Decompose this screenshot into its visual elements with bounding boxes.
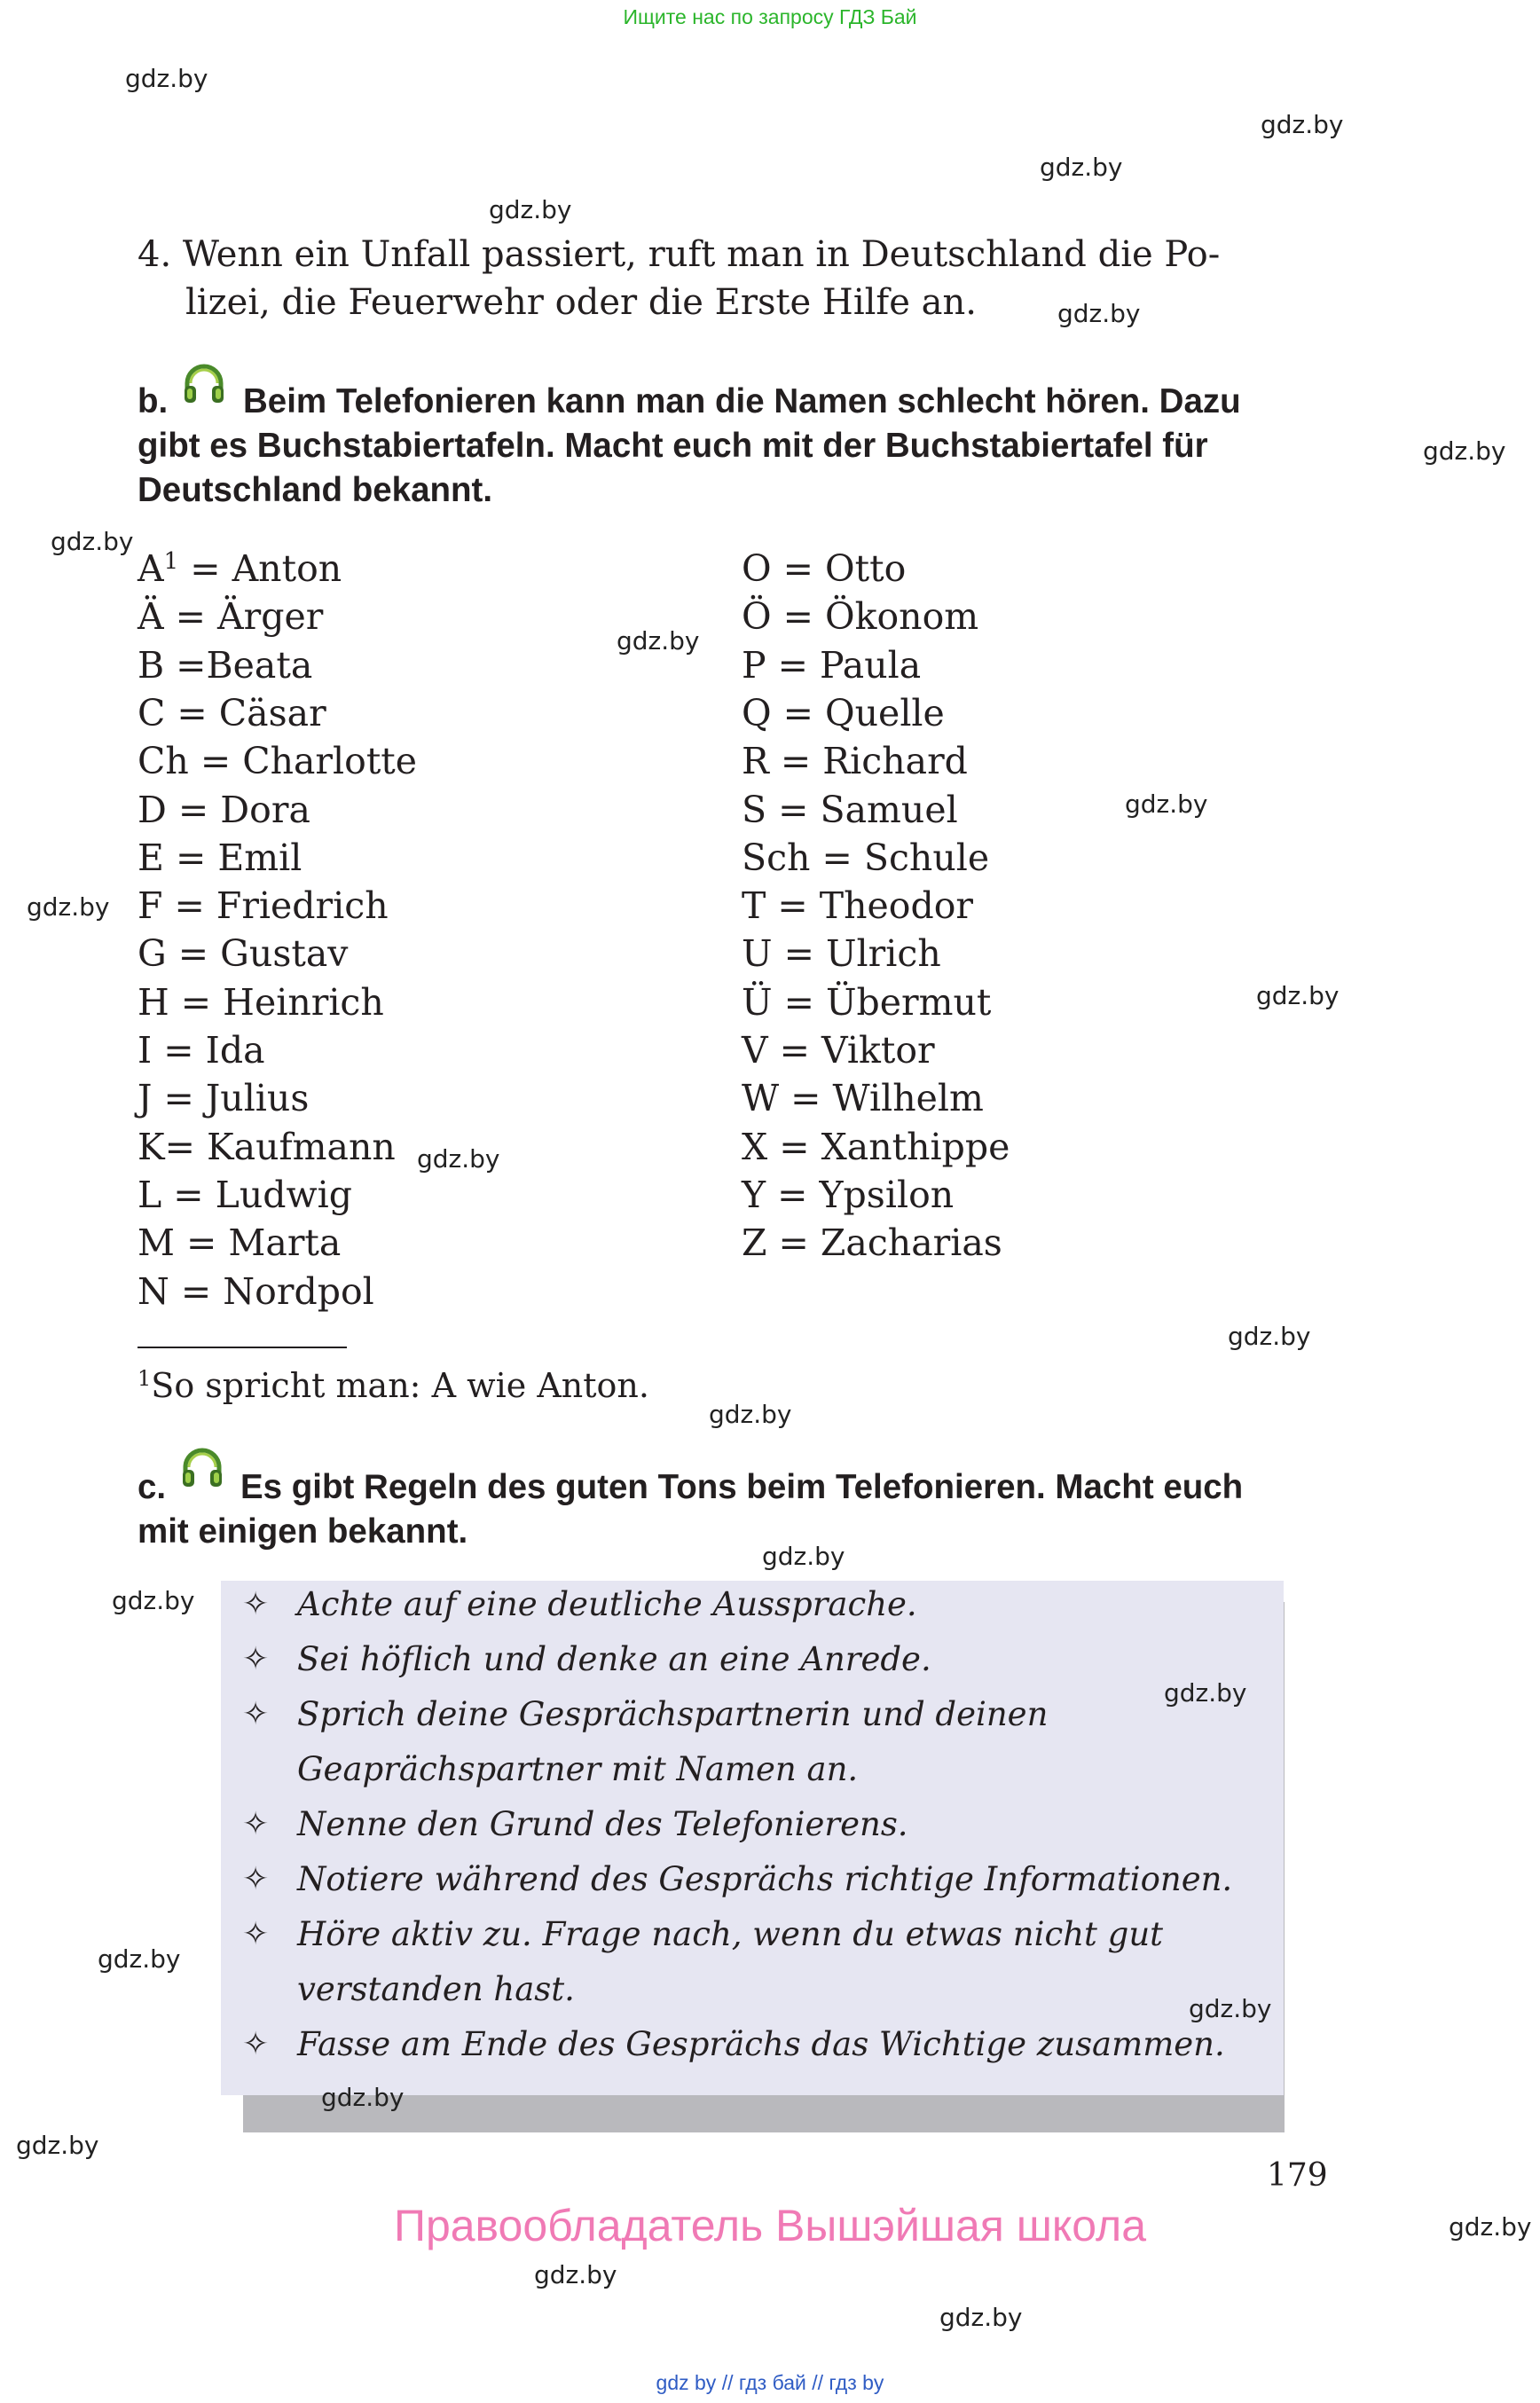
spelling-word: = Julius xyxy=(152,1077,310,1120)
spelling-entry: O = Otto xyxy=(742,547,907,590)
watermark: gdz.by xyxy=(417,1144,500,1174)
spelling-word: = Charlotte xyxy=(188,740,418,783)
watermark: gdz.by xyxy=(1449,2212,1532,2242)
spelling-entry xyxy=(138,689,326,737)
spelling-word: = Kaufmann xyxy=(164,1125,396,1168)
spelling-entry xyxy=(138,786,310,834)
watermark: gdz.by xyxy=(98,1944,181,1974)
spelling-letter: B xyxy=(138,643,165,687)
spelling-letter: J xyxy=(138,1077,153,1120)
spelling-letter: D xyxy=(138,788,167,831)
section-b-line-1: Beim Telefonieren kann man die Namen schlecht hören. Dazu xyxy=(243,382,1241,420)
spelling-entry: S = Samuel xyxy=(742,788,958,831)
footnote-divider xyxy=(138,1347,347,1348)
watermark: gdz.by xyxy=(489,195,572,224)
rule-text: Höre aktiv zu. Frage nach, wenn du etwas nicht gut verstanden hast. xyxy=(297,1915,1164,2008)
watermark: gdz.by xyxy=(1256,981,1340,1010)
spelling-entry: Sch = Schule xyxy=(742,836,990,879)
rule-text: Achte auf eine deutliche Aussprache. xyxy=(297,1585,917,1623)
watermark: gdz.by xyxy=(112,1586,195,1615)
rule-text: Nenne den Grund des Telefonierens. xyxy=(297,1805,908,1843)
spelling-letter: K xyxy=(138,1125,165,1168)
rule-item xyxy=(242,2017,1280,2072)
sparkle-bullet-icon: ✧ xyxy=(242,1696,270,1732)
spelling-entry xyxy=(138,737,417,785)
spelling-entry xyxy=(138,1219,341,1267)
watermark: gdz.by xyxy=(1057,299,1141,328)
spelling-letter: A xyxy=(138,547,164,590)
spelling-word: = Heinrich xyxy=(169,980,384,1024)
spelling-entry: U = Ulrich xyxy=(742,932,941,976)
section-b-line-3: Deutschland bekannt. xyxy=(138,471,493,509)
spelling-entry xyxy=(138,1171,352,1219)
watermark: gdz.by xyxy=(1040,153,1123,182)
watermark: gdz.by xyxy=(762,1542,845,1571)
spelling-entry: R = Richard xyxy=(742,740,968,783)
watermark: gdz.by xyxy=(321,2083,405,2112)
spelling-word: = Ärger xyxy=(163,595,324,639)
sparkle-bullet-icon: ✧ xyxy=(242,2026,270,2062)
spelling-letter: N xyxy=(138,1269,169,1313)
watermark: gdz.by xyxy=(27,892,110,922)
rule-text: Sprich deine Gesprächspartnerin und deinen Geaprächspartner mit Namen an. xyxy=(297,1695,1049,1788)
page-number: 179 xyxy=(1267,2157,1328,2194)
watermark: gdz.by xyxy=(939,2303,1023,2332)
spelling-entry xyxy=(138,834,302,882)
spelling-word: = Ida xyxy=(152,1029,265,1072)
sparkle-bullet-icon: ✧ xyxy=(242,1641,270,1677)
spelling-entry: Z = Zacharias xyxy=(742,1221,1002,1265)
spelling-entry xyxy=(138,1123,396,1171)
spelling-entry: Ö = Ökonom xyxy=(742,595,979,639)
sparkle-bullet-icon: ✧ xyxy=(242,1586,270,1622)
spelling-entry xyxy=(138,1074,309,1122)
spelling-word: = Cäsar xyxy=(165,691,326,734)
watermark: gdz.by xyxy=(1423,436,1506,466)
spelling-entry: P = Paula xyxy=(742,643,922,687)
watermark: gdz.by xyxy=(709,1400,792,1429)
spelling-letter: Ä xyxy=(138,595,164,639)
spelling-entry: V = Viktor xyxy=(742,1029,935,1072)
headphones-icon[interactable] xyxy=(180,1446,224,1488)
section-b-line-2: gibt es Buchstabiertafeln. Macht euch mit der Buchstabiertafel für xyxy=(138,427,1208,465)
spelling-letter: C xyxy=(138,691,166,734)
watermark: gdz.by xyxy=(534,2260,617,2289)
rule-item xyxy=(242,1687,1280,1797)
watermark: gdz.by xyxy=(51,527,134,556)
watermark: gdz.by xyxy=(1189,1994,1272,2023)
spelling-letter: H xyxy=(138,980,169,1024)
footnote-text: So spricht man: A wie Anton. xyxy=(151,1366,649,1405)
spelling-word: = Emil xyxy=(163,836,302,879)
section-c-letter: c. xyxy=(138,1468,167,1506)
spelling-word: = Gustav xyxy=(166,932,349,976)
item-4-line-2: lizei, die Feuerwehr oder die Erste Hilfe an. xyxy=(185,282,977,323)
footnote xyxy=(138,1366,649,1405)
spelling-letter: F xyxy=(138,884,163,928)
spelling-entry xyxy=(138,882,389,930)
spelling-entry xyxy=(138,641,312,689)
spelling-entry xyxy=(138,1268,374,1315)
footnote-mark: 1 xyxy=(138,1366,152,1391)
spelling-entry: Q = Quelle xyxy=(742,691,945,734)
sparkle-bullet-icon: ✧ xyxy=(242,1806,270,1842)
spelling-letter: Ch xyxy=(138,740,189,783)
watermark: gdz.by xyxy=(1164,1678,1247,1708)
spelling-letter: M xyxy=(138,1221,175,1265)
spelling-footnote-mark: 1 xyxy=(163,548,179,575)
spelling-word: = Friedrich xyxy=(162,884,389,928)
spelling-letter: I xyxy=(138,1029,153,1072)
rights-holder: Правообладатель Вышэйшая школа xyxy=(394,2201,1146,2250)
rule-text: Fasse am Ende des Gesprächs das Wichtige zusammen. xyxy=(297,2025,1225,2063)
rule-text: Sei höflich und denke an eine Anrede. xyxy=(297,1640,931,1678)
spelling-entry: T = Theodor xyxy=(742,884,973,928)
spelling-entry xyxy=(138,545,342,593)
watermark: gdz.by xyxy=(617,626,700,656)
watermark: gdz.by xyxy=(1228,1322,1311,1351)
section-b-letter: b. xyxy=(138,382,169,420)
watermark: gdz.by xyxy=(125,64,208,93)
spelling-word: = Nordpol xyxy=(169,1269,374,1313)
section-c-line-2: mit einigen bekannt. xyxy=(138,1512,468,1551)
section-c-line-1: Es gibt Regeln des guten Tons beim Telefonieren. Macht euch xyxy=(240,1468,1244,1506)
spelling-letter: E xyxy=(138,836,164,879)
spelling-letter: L xyxy=(138,1173,162,1216)
spelling-word: = Dora xyxy=(166,788,310,831)
rule-item xyxy=(242,1632,1280,1687)
rule-item xyxy=(242,1797,1280,1852)
spelling-entry: Y = Ypsilon xyxy=(742,1173,955,1216)
sparkle-bullet-icon: ✧ xyxy=(242,1916,270,1952)
spelling-entry: X = Xanthippe xyxy=(742,1125,1010,1168)
spelling-entry: Ü = Übermut xyxy=(742,980,992,1024)
sparkle-bullet-icon: ✧ xyxy=(242,1861,270,1897)
rule-item xyxy=(242,1907,1280,2017)
item-4-line-1: 4. Wenn ein Unfall passiert, ruft man in Deutschland die Po- xyxy=(138,234,1221,275)
spelling-entry: W = Wilhelm xyxy=(742,1077,984,1120)
spelling-entry xyxy=(138,930,348,978)
spelling-word: = Marta xyxy=(174,1221,342,1265)
watermark: gdz.by xyxy=(16,2131,99,2160)
rule-item xyxy=(242,1852,1280,1907)
spelling-letter: G xyxy=(138,932,167,976)
spelling-word: = Anton xyxy=(178,547,342,590)
watermark: gdz.by xyxy=(1261,110,1344,139)
bottom-links[interactable]: gdz by // гдз бай // гдз by xyxy=(656,2371,884,2394)
spelling-entry xyxy=(138,978,384,1026)
headphones-icon[interactable] xyxy=(182,362,226,404)
rule-text: Notiere während des Gesprächs richtige Informationen. xyxy=(297,1860,1233,1898)
watermark: gdz.by xyxy=(1125,789,1208,819)
rule-item xyxy=(242,1577,1280,1632)
spelling-word: =Beata xyxy=(164,643,313,687)
spelling-word: = Ludwig xyxy=(161,1173,352,1216)
spelling-entry xyxy=(138,1026,265,1074)
top-search-link[interactable]: Ищите нас по запросу ГДЗ Бай xyxy=(623,5,917,28)
spelling-entry xyxy=(138,593,323,640)
